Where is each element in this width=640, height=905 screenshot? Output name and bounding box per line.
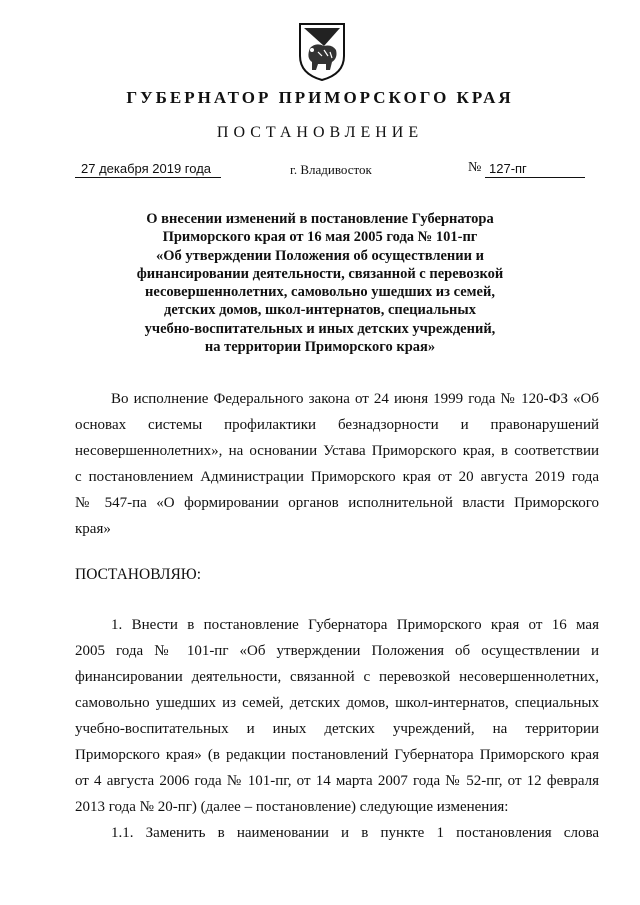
paragraph-line: 2005 года № 101-пг «Об утверждении Положения об осуществлении и xyxy=(75,643,599,659)
paragraph-line: 1.1. Заменить в наименовании и в пункте 1 постановления слова xyxy=(111,825,599,841)
document-number: 127-пг xyxy=(485,160,585,178)
paragraph-line: основах системы профилактики безнадзорности и правонарушений xyxy=(75,417,599,433)
title-line: детских домов, школ-интернатов, специальных xyxy=(164,302,476,319)
title-line: учебно-воспитательных и иных детских учреждений, xyxy=(144,320,496,337)
authority-heading: ГУБЕРНАТОР ПРИМОРСКОГО КРАЯ xyxy=(126,88,514,107)
paragraph-line: № 547-па «О формировании органов исполнительной власти Приморского xyxy=(75,495,599,511)
title-line: О внесении изменений в постановление Губернатора xyxy=(146,211,494,227)
paragraph-line: Приморского края» (в редакции постановлений Губернатора Приморского края xyxy=(75,747,599,763)
paragraph-line: самовольно ушедших из семей, детских домов, школ-интернатов, специальных xyxy=(75,695,599,711)
paragraph-line: учебно-воспитательных и иных детских учреждений, на территории xyxy=(75,721,599,737)
paragraph-line: 1. Внести в постановление Губернатора Приморского края от 16 мая xyxy=(111,617,599,633)
paragraph-line: с постановлением Администрации Приморского края от 20 августа 2019 года xyxy=(75,469,599,485)
paragraph-line: от 4 августа 2006 года № 101-пг, от 14 марта 2007 года № 52-пг, от 12 февраля xyxy=(75,773,599,789)
title-line: «Об утверждении Положения об осуществлении и xyxy=(156,247,484,264)
title-line: несовершеннолетних, самовольно ушедших из семей, xyxy=(145,284,495,301)
paragraph-line: края» xyxy=(75,521,111,537)
paragraph-line: 2013 года № 20-пг) (далее – постановление) следующие изменения: xyxy=(75,799,509,815)
decree-word: ПОСТАНОВЛЯЮ: xyxy=(75,566,202,583)
document-date: 27 декабря 2019 года xyxy=(75,160,221,178)
document-type: ПОСТАНОВЛЕНИЕ xyxy=(216,124,424,141)
title-line: финансировании деятельности, связанной с перевозкой xyxy=(136,265,504,282)
title-line: на территории Приморского края» xyxy=(204,339,436,356)
preamble-paragraph xyxy=(75,386,599,542)
clause-paragraph xyxy=(75,612,599,846)
title-line: Приморского края от 16 мая 2005 года № 101-пг xyxy=(162,229,478,246)
document-city: г. Владивосток xyxy=(290,162,372,177)
coat-of-arms-icon xyxy=(296,20,348,82)
document-number-sign: № xyxy=(468,160,482,175)
document-title xyxy=(110,210,530,356)
paragraph-line: финансировании деятельности, связанной с перевозкой несовершеннолетних, xyxy=(75,669,599,685)
paragraph-line: несовершеннолетних», на основании Устава Приморского края, в соответствии xyxy=(75,443,599,459)
paragraph-line: Во исполнение Федерального закона от 24 июня 1999 года № 120-ФЗ «Об xyxy=(111,391,599,407)
